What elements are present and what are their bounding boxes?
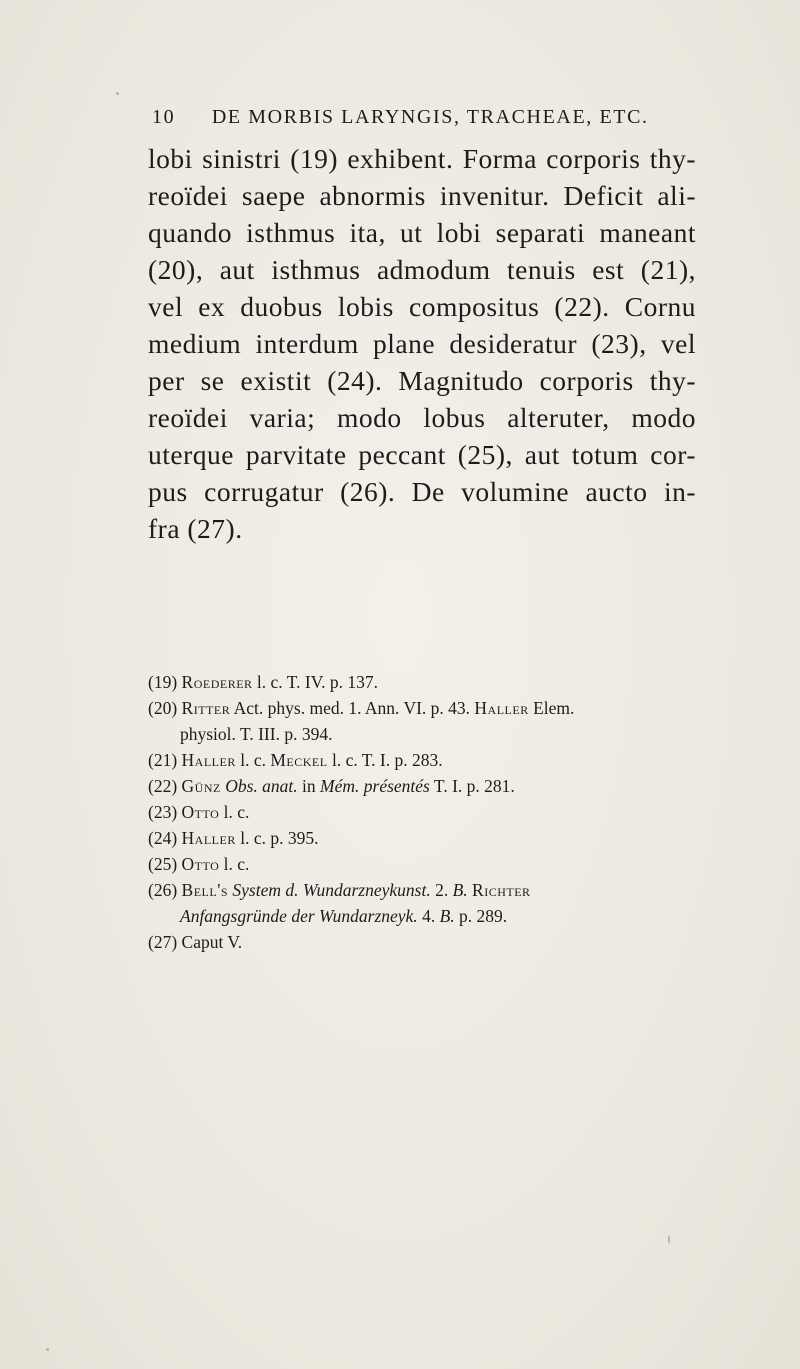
footnote-work: Mém. présentés <box>320 776 430 796</box>
footnote-27 <box>148 929 708 955</box>
footnote-ref: l. c. T. IV. p. 137. <box>256 672 378 692</box>
paper-speck <box>46 1348 49 1351</box>
footnote-continuation: physiol. T. III. p. 394. <box>180 724 333 744</box>
footnote-author: Otto <box>181 802 220 822</box>
footnote-author: Meckel <box>270 750 328 770</box>
footnote-ref: Act. phys. med. 1. Ann. VI. p. 43. <box>233 698 471 718</box>
footnote-ref: Elem. <box>533 698 575 718</box>
footnote-24 <box>148 825 708 851</box>
paper-speck <box>668 1235 670 1244</box>
footnote-author: Richter <box>472 880 531 900</box>
body-line: lobi sinistri (19) exhibent. Forma corporis thy- <box>148 143 696 174</box>
footnote-number: (25) <box>148 854 178 874</box>
footnote-number: (19) <box>148 672 178 692</box>
footnote-work: System d. Wundarzneykunst. <box>232 880 431 900</box>
footnote-author: Bell's <box>181 880 229 900</box>
body-paragraph <box>148 140 696 547</box>
footnote-volume: B. <box>452 880 468 900</box>
footnote-connector: in <box>302 776 316 796</box>
body-line: (20), aut isthmus admodum tenuis est (21), <box>148 254 696 285</box>
footnote-volume: B. <box>439 906 455 926</box>
footnote-25 <box>148 851 708 877</box>
page-number: 10 <box>152 106 176 128</box>
footnote-ref: 2. <box>435 880 449 900</box>
footnote-author: Haller <box>474 698 529 718</box>
footnote-ref: T. I. p. 281. <box>433 776 515 796</box>
footnote-number: (27) <box>148 932 178 952</box>
footnote-number: (23) <box>148 802 178 822</box>
footnote-author: Ritter <box>181 698 231 718</box>
footnote-author: Roederer <box>181 672 253 692</box>
footnote-ref: l. c. <box>223 854 250 874</box>
footnote-ref: l. c. <box>240 750 266 770</box>
body-line: medium interdum plane desideratur (23), vel <box>148 328 696 359</box>
body-line: fra (27). <box>148 513 243 544</box>
body-line: reoïdei saepe abnormis invenitur. Deficit ali- <box>148 180 696 211</box>
footnote-number: (26) <box>148 880 178 900</box>
body-line: vel ex duobus lobis compositus (22). Cornu <box>148 291 696 322</box>
footnote-20 <box>148 695 708 747</box>
footnote-ref: l. c. <box>223 802 250 822</box>
footnote-author: Günz <box>181 776 221 796</box>
body-line: per se existit (24). Magnitudo corporis thy- <box>148 365 696 396</box>
footnote-number: (22) <box>148 776 178 796</box>
footnote-number: (24) <box>148 828 178 848</box>
footnote-ref: Caput V. <box>181 932 243 952</box>
footnote-ref: p. 289. <box>459 906 508 926</box>
running-head <box>152 106 712 129</box>
footnote-19 <box>148 669 708 695</box>
footnote-ref: 4. <box>422 906 436 926</box>
footnote-author: Haller <box>181 828 236 848</box>
footnote-author: Otto <box>181 854 220 874</box>
footnote-work: Obs. anat. <box>225 776 298 796</box>
footnote-number: (20) <box>148 698 178 718</box>
body-line: quando isthmus ita, ut lobi separati maneant <box>148 217 696 248</box>
footnote-number: (21) <box>148 750 178 770</box>
footnote-21 <box>148 747 708 773</box>
footnote-work: Anfangsgründe der Wundarzneyk. <box>180 906 418 926</box>
running-title: DE MORBIS LARYNGIS, TRACHEAE, ETC. <box>211 106 649 128</box>
footnote-23 <box>148 799 708 825</box>
footnote-26 <box>148 877 708 929</box>
footnote-22 <box>148 773 708 799</box>
footnote-ref: l. c. p. 395. <box>240 828 319 848</box>
paper-speck <box>116 92 119 95</box>
footnote-author: Haller <box>181 750 236 770</box>
body-line: uterque parvitate peccant (25), aut totum cor- <box>148 439 696 470</box>
body-line: reoïdei varia; modo lobus alteruter, modo <box>148 402 696 433</box>
footnotes <box>148 669 708 955</box>
footnote-ref: l. c. T. I. p. 283. <box>331 750 443 770</box>
body-line: pus corrugatur (26). De volumine aucto in- <box>148 476 696 507</box>
